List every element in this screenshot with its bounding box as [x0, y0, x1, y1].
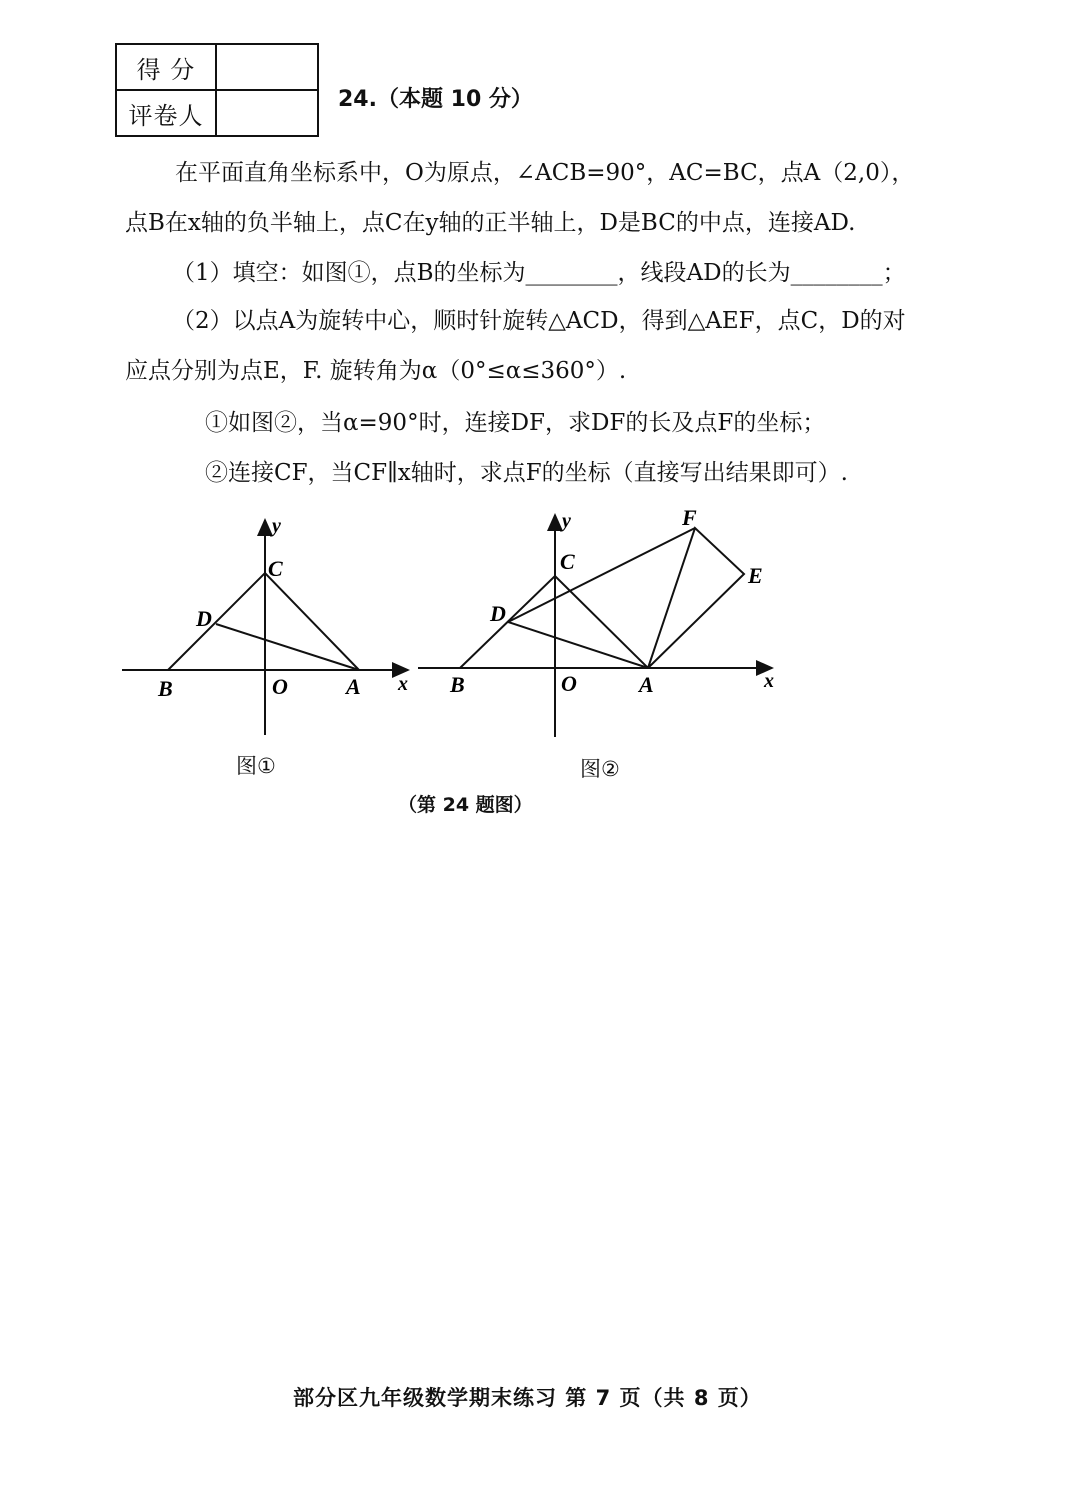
- question-line-6: ①如图②，当α=90°时，连接DF，求DF的长及点F的坐标；: [205, 410, 826, 436]
- score-cell[interactable]: [216, 44, 318, 90]
- page-footer: 部分区九年级数学期末练习 第 7 页（共 8 页）: [293, 1386, 762, 1410]
- score-table: [115, 43, 319, 137]
- label-e: E: [748, 563, 763, 588]
- question-title: 24.（本题 10 分）: [338, 87, 533, 112]
- question-line-4: （2）以点A为旋转中心，顺时针旋转△ACD，得到△AEF，点C，D的对: [172, 308, 906, 334]
- label-b: B: [158, 676, 173, 701]
- label-o: O: [561, 671, 577, 696]
- segment-df: [508, 528, 695, 622]
- figure-caption: （第 24 题图）: [398, 794, 533, 816]
- question-line-2: 点B在x轴的负半轴上，点C在y轴的正半轴上，D是BC的中点，连接AD.: [125, 210, 856, 236]
- label-f: F: [682, 505, 697, 530]
- question-line-7: ②连接CF，当CF∥x轴时，求点F的坐标（直接写出结果即可）.: [205, 460, 848, 486]
- score-label: 得 分: [116, 44, 216, 90]
- label-y: y: [272, 515, 281, 537]
- grader-cell[interactable]: [216, 90, 318, 136]
- label-b: B: [450, 672, 465, 697]
- triangle-aef: [648, 528, 744, 668]
- label-d: D: [196, 606, 212, 631]
- question-line-5: 应点分别为点E，F. 旋转角为α（0°≤α≤360°）.: [125, 358, 627, 384]
- label-x: x: [764, 670, 774, 692]
- label-c: C: [560, 549, 575, 574]
- label-c: C: [268, 556, 283, 581]
- label-o: O: [272, 674, 288, 699]
- figure-1-label: 图①: [236, 754, 276, 778]
- label-x: x: [398, 673, 408, 695]
- question-line-3: （1）填空：如图①，点B的坐标为________，线段AD的长为________；: [172, 260, 906, 286]
- figure-2-label: 图②: [580, 757, 620, 781]
- figure-1: [110, 510, 420, 750]
- label-a: A: [639, 672, 654, 697]
- segment-ad: [508, 622, 648, 668]
- label-d: D: [490, 601, 506, 626]
- label-y: y: [562, 510, 571, 532]
- figure-2: [410, 505, 790, 750]
- grader-label: 评卷人: [116, 90, 216, 136]
- label-a: A: [346, 674, 361, 699]
- question-line-1: 在平面直角坐标系中，O为原点，∠ACB=90°，AC=BC，点A（2,0），: [175, 160, 915, 186]
